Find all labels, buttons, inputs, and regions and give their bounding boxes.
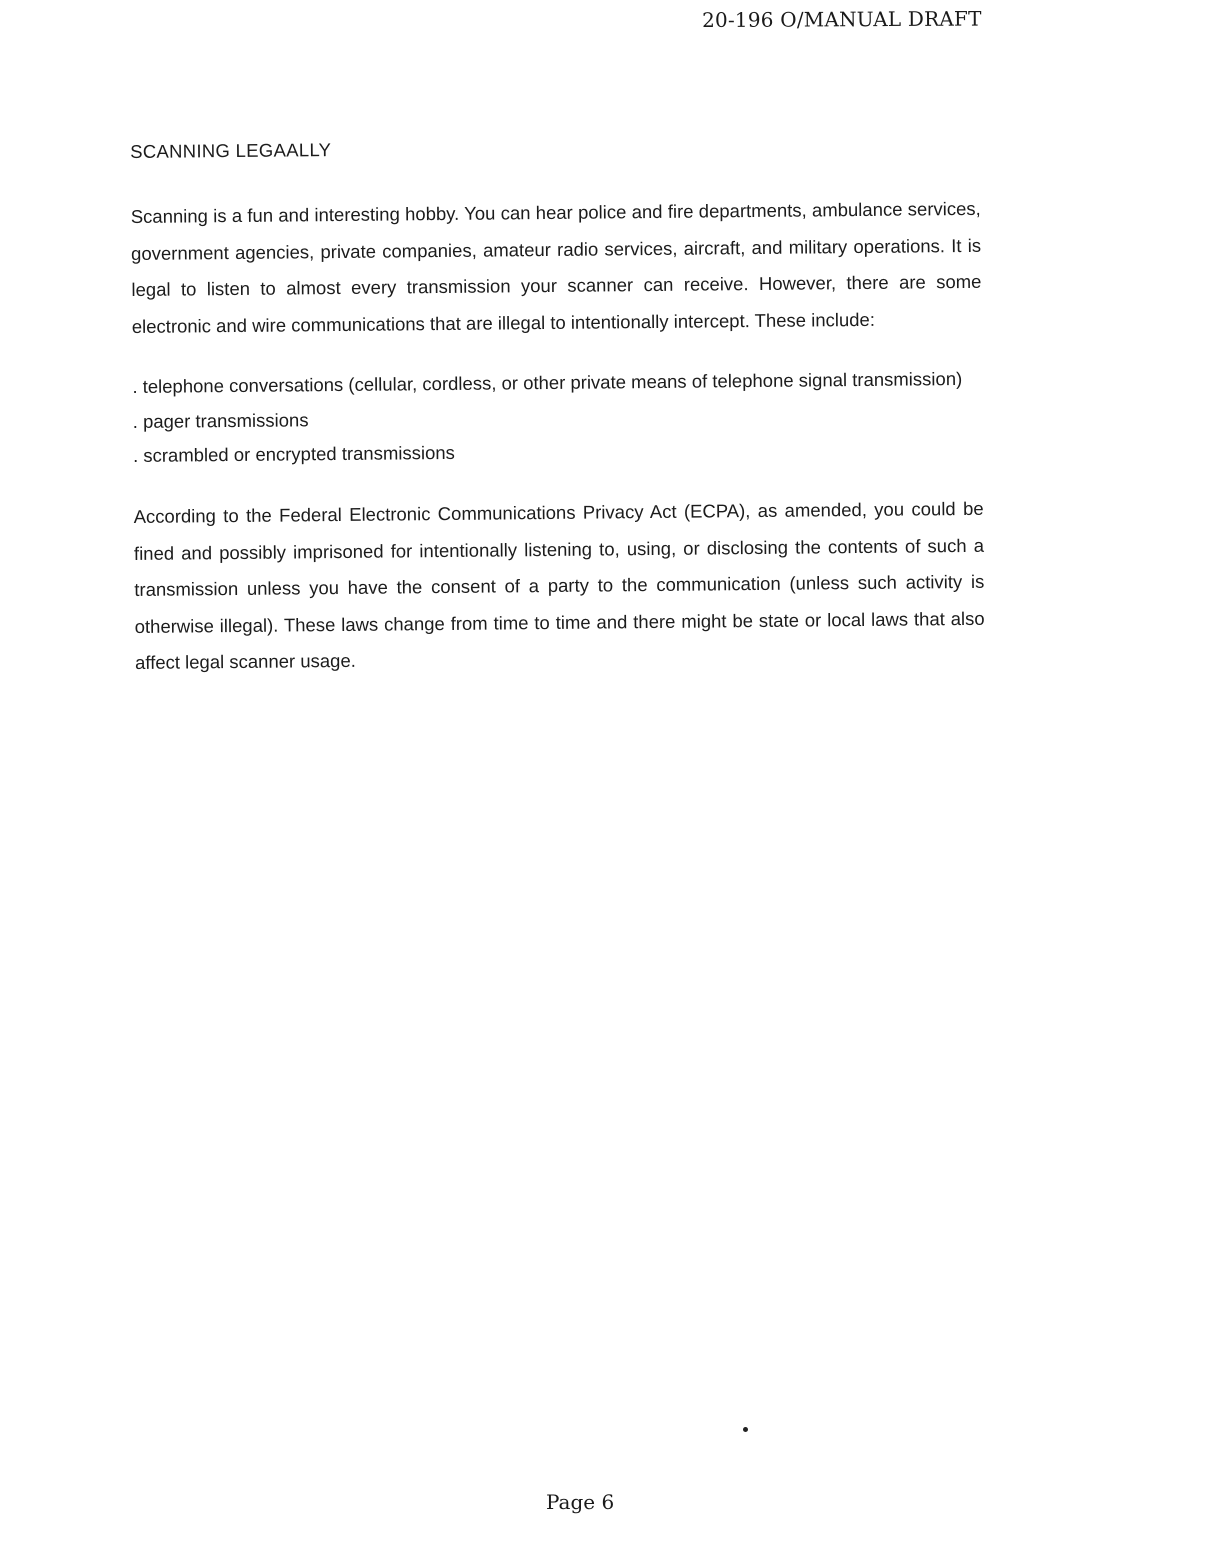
section-title: SCANNING LEGAALLY [130,139,332,162]
document-header: 20-196 O/MANUAL DRAFT [702,6,982,32]
intro-paragraph: Scanning is a fun and interesting hobby. You can hear police and fire departments, ambulance services, government agencies, private companies, amateur radio services, aircraft, and military operations. It is legal to listen to almost every transmission your scanner can receive. However, there are some electronic and wire communications that are illegal to intentionally intercept. These include: [130,197,982,337]
closing-paragraph: According to the Federal Electronic Communications Privacy Act (ECPA), as amended, you could be fined and possibly imprisoned for intentionally listening to, using, or disclosing the contents of such a transmission unless you have the consent of a party to the communication (unless such activity is otherwise illegal). These laws change from time to time and there might be state or local laws that also affect legal scanner usage. [133,497,985,673]
scan-speck-mark [743,1427,748,1432]
illegal-transmissions-list [132,361,983,473]
list-item: . scrambled or encrypted transmissions [132,441,455,466]
list-item: . pager transmissions [132,409,309,432]
document-body [130,130,985,682]
page-number: Page 6 [546,1490,615,1514]
list-item: . telephone conversations (cellular, cordless, or other private means of telephone signal transmission) [132,368,963,397]
